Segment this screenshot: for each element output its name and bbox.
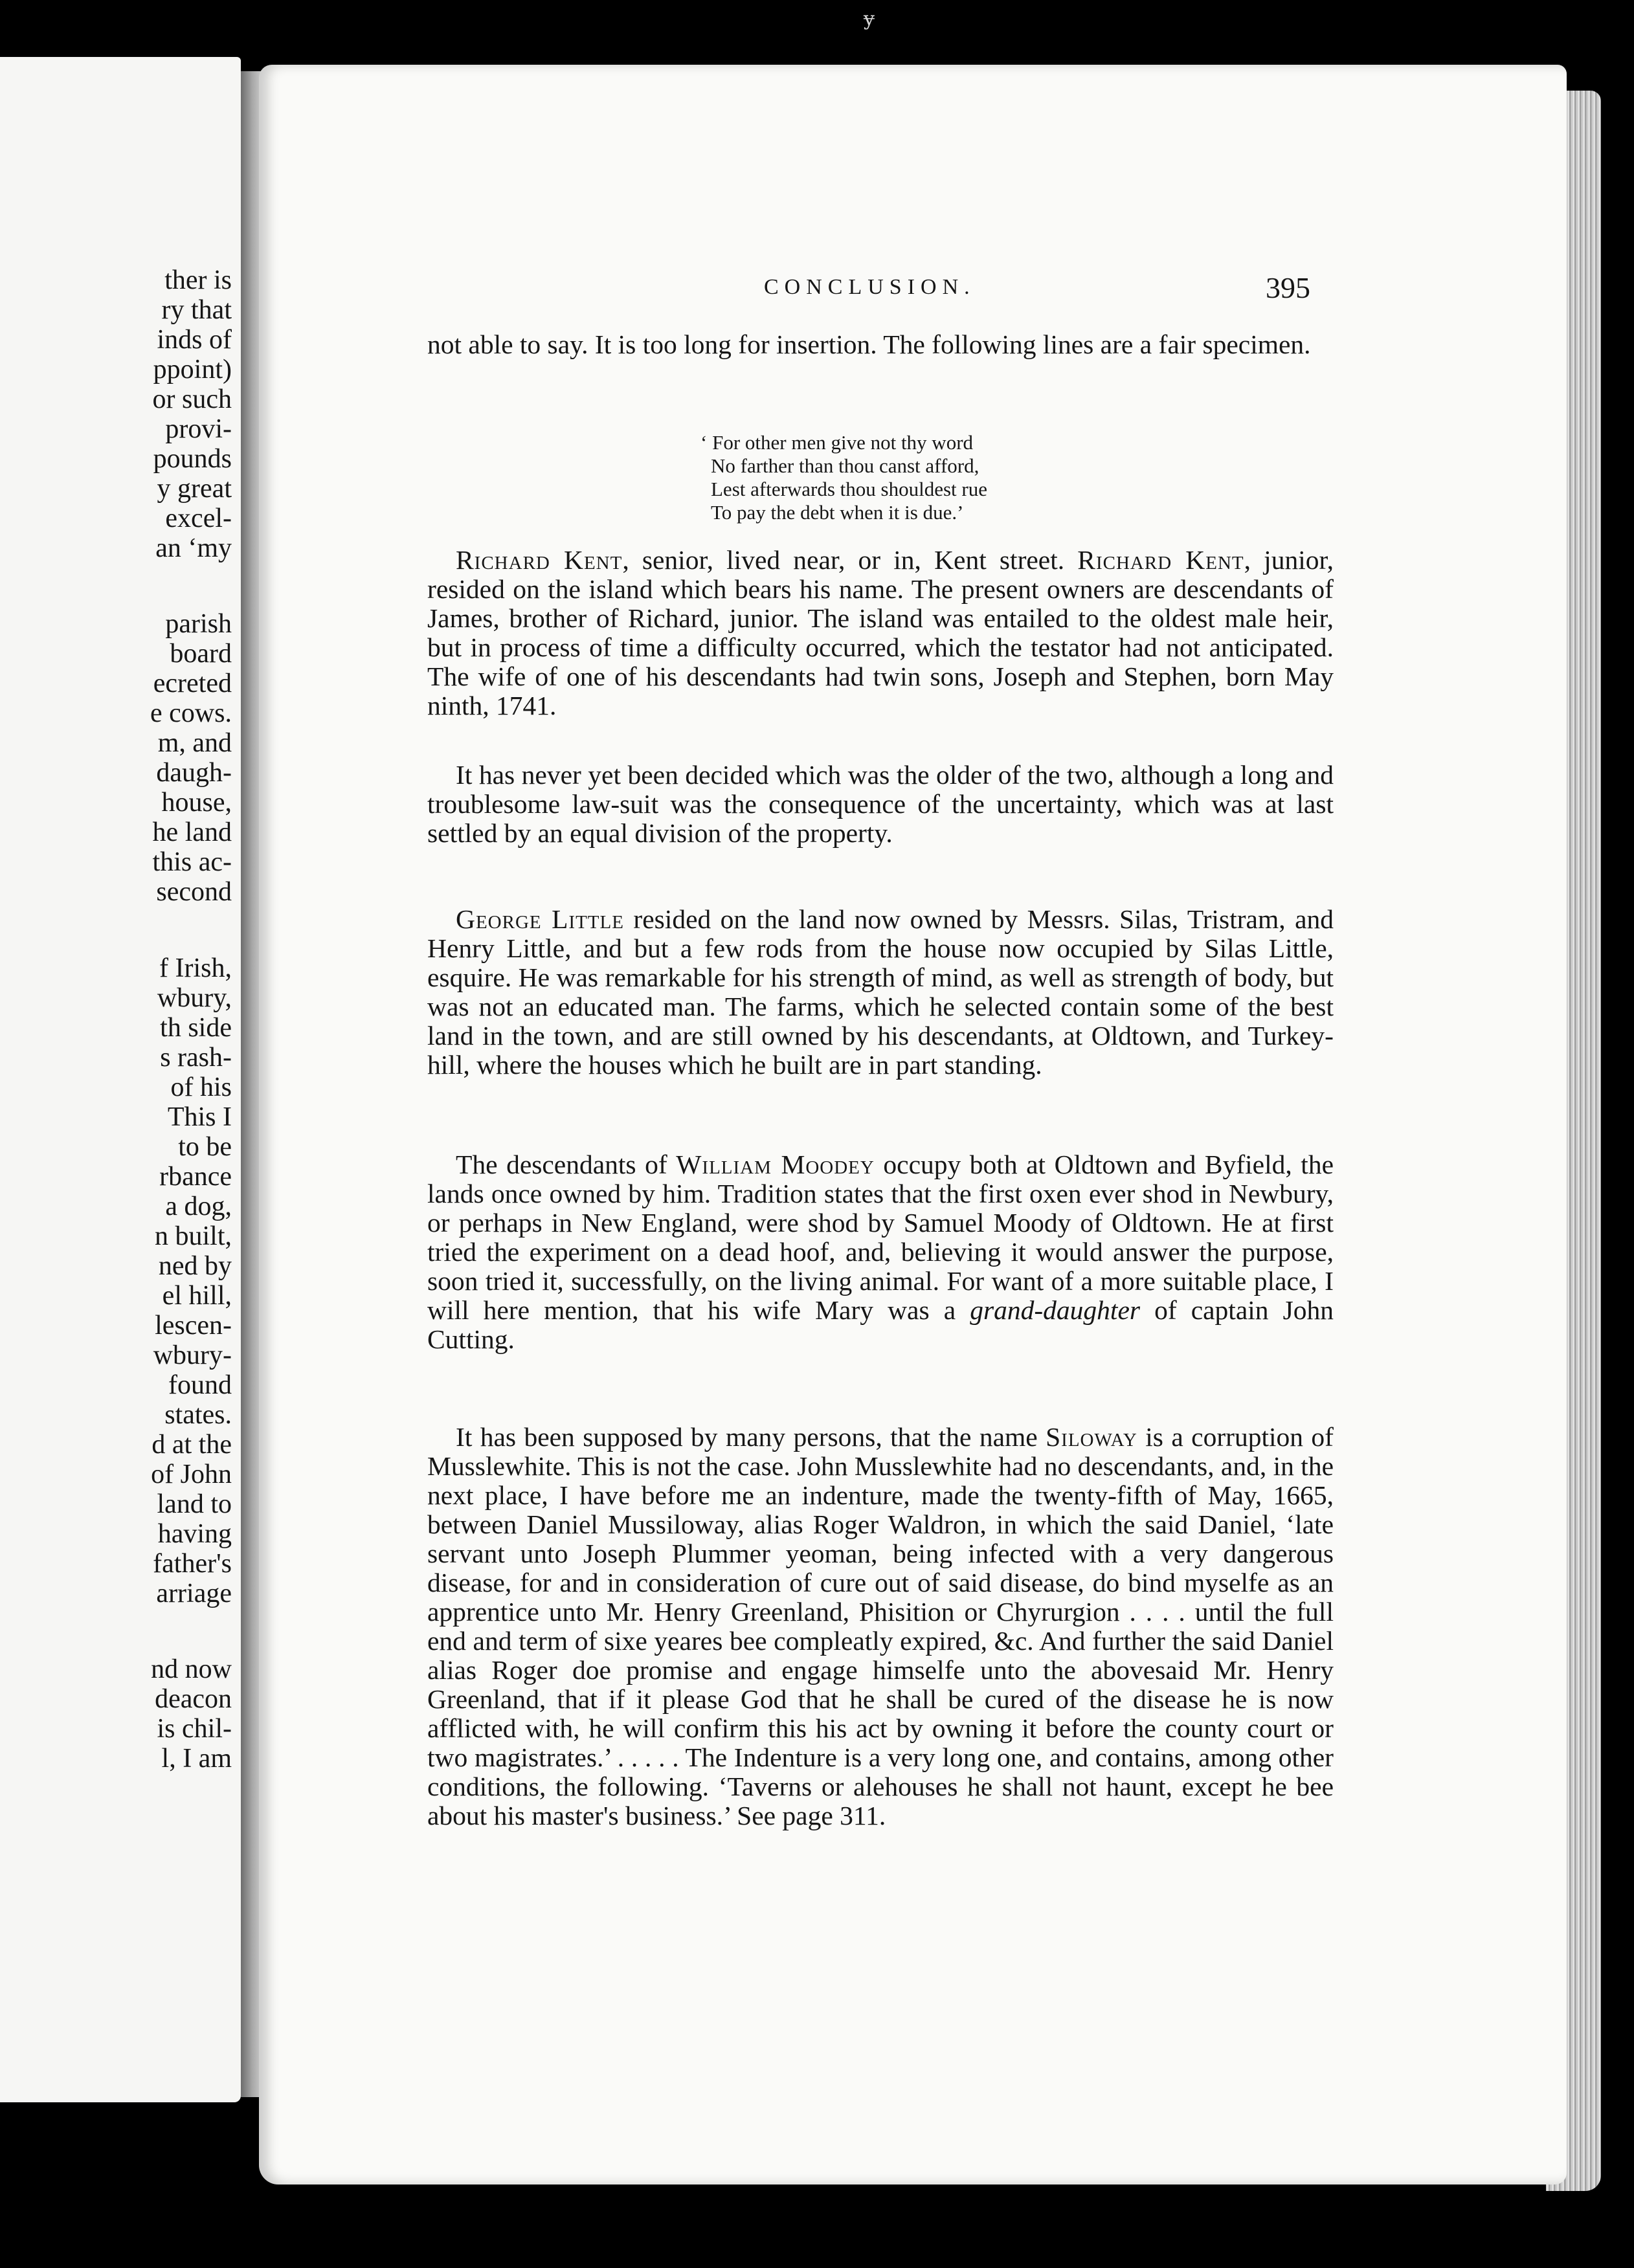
left-page-line: inds of (157, 325, 232, 355)
paragraph-twins (427, 761, 1334, 848)
left-page-line: wbury- (153, 1340, 232, 1370)
left-page-line: ry that (161, 295, 232, 325)
left-page-line: excel- (165, 504, 232, 533)
top-mark: ɏ (864, 8, 875, 30)
left-page-line: board (170, 639, 232, 669)
left-page-line: This I (167, 1102, 232, 1132)
left-page-line: father's (153, 1548, 232, 1579)
left-page-line: of John (151, 1459, 232, 1489)
person-name: Richard Kent (1077, 545, 1244, 575)
left-page-line: house, (161, 788, 232, 818)
left-page-line: wbury, (157, 983, 232, 1013)
person-name: George Little (456, 904, 624, 934)
left-page-line: this ac- (152, 847, 232, 878)
left-page-line: th side (160, 1012, 232, 1043)
left-page-line: n built, (154, 1221, 232, 1251)
left-page-line: ned by (158, 1251, 232, 1281)
paragraph-text: is a corruption of Musslewhite. This is not the case. John Musslewhite had no descendants, and, in the next place, I have before me an indenture, made the twenty-fifth of May, 1665, between Daniel Mussiloway, alias Roger Waldron, in which the said Daniel, ‘late servant unto Joseph Plummer yeoman, being infected with a very dangerous disease, for and in consideration of cure out of said disease, do bind myselfe as an apprentice unto Mr. Henry Greenland, Phisition or Chyrurgion . . . . until the full end and term of sixe yeares bee compleatly expired, &c. And further the said Daniel alias Roger doe promise and engage himselfe unto the abovesaid Mr. Henry Greenland, that if it please God that he shall be cured of the disease he is now afflicted with, he will confirm this his act by owning it before the county court or two magistrates.’ . . . . . The Indenture is a very long one, and contains, among other conditions, the following. ‘Taverns or alehouses he shall not haunt, except he bee about his master's business.’ See page 311. (427, 1422, 1334, 1830)
left-page-line: is chil- (157, 1713, 232, 1744)
verse-line: ‘ For other men give not thy word (700, 431, 974, 454)
left-page-line: el hill, (162, 1280, 232, 1311)
left-page-line: e cows. (150, 698, 232, 729)
left-page-line: y great (157, 474, 232, 504)
verse-line: To pay the debt when it is due.’ (711, 501, 964, 524)
paragraph-text: The descendants of (456, 1150, 677, 1179)
person-name: Siloway (1046, 1422, 1137, 1452)
left-page-line: s rash- (160, 1042, 232, 1073)
paragraph-text: resided on the land now owned by Messrs. Silas, Tristram, and Henry Little, and but a few rods from the house now occupied by Silas Little, esquire. He was remarkable for his strength of mind, as well as strength of body, but was not an educated man. The farms, which he selected contain some of the best land in the town, and are still owned by his descendants, at Oldtown, and Turkey-hill, where the houses which he built are in part standing. (427, 904, 1334, 1080)
verse-line: No farther than thou canst afford, (711, 454, 979, 477)
left-page-line: a dog, (165, 1191, 232, 1221)
left-page-line: of his (170, 1072, 232, 1102)
right-page (259, 65, 1567, 2185)
paragraph-siloway (427, 1423, 1334, 1830)
left-page-line: having (157, 1518, 232, 1549)
paragraph-george-little (427, 905, 1334, 1080)
left-page-line: deacon (155, 1684, 232, 1714)
left-page-line: states. (164, 1399, 232, 1430)
left-page-line: he land (152, 817, 232, 848)
verse-block (700, 431, 987, 524)
left-page-line: l, I am (161, 1743, 232, 1773)
left-page-line: nd now (151, 1654, 232, 1684)
paragraph-text: of captain John Cutting. (427, 1295, 1334, 1354)
left-page-line: ecreted (153, 669, 232, 699)
page-number: 395 (1266, 271, 1310, 304)
left-page-line: f Irish, (159, 953, 232, 983)
paragraph-text: , junior, resided on the island which bears his name. The present owners are descendants of James, brother of Richard, junior. The island was entailed to the oldest male heir, but in process of time a difficulty occurred, which the testator had not anticipated. The wife of one of his descendants had twin sons, Joseph and Stephen, born May ninth, 1741. (427, 545, 1334, 720)
person-name: Richard Kent (456, 545, 623, 575)
left-page-line: second (156, 877, 232, 907)
left-page-line: provi- (165, 414, 232, 444)
left-page-line: land to (157, 1489, 232, 1519)
paragraph-text: It has been supposed by many persons, that the name (456, 1422, 1046, 1452)
left-page (0, 57, 241, 2102)
person-name: William Moodey (676, 1150, 875, 1179)
left-page-line: found (168, 1370, 232, 1400)
left-page-line: arriage (156, 1578, 232, 1608)
left-page-line: ther is (164, 265, 232, 295)
left-page-line: parish (165, 609, 232, 639)
paragraph-william-moodey (427, 1150, 1334, 1354)
left-page-line: m, and (157, 728, 232, 759)
paragraph-richard-kent (427, 546, 1334, 720)
left-page-line: ppoint) (153, 355, 232, 384)
left-page-line: to be (178, 1131, 232, 1162)
left-page-line: pounds (153, 444, 232, 474)
paragraph-text: occupy both at Oldtown and Byfield, the lands once owned by him. Tradition states that the first oxen ever shod in Newbury, or perhaps in New England, were shod by Samuel Moody of Oldtown. He at first tried the experiment on a dead hoof, and, believing it would answer the purpose, soon tried it, successfully, on the living animal. For want of a more suitable place, I will here mention, that his wife Mary was a (427, 1150, 1334, 1325)
running-head: CONCLUSION. (764, 275, 976, 299)
left-page-line: an ‘my (155, 533, 232, 563)
left-page-line: or such (152, 384, 232, 414)
left-page-line: rbance (159, 1161, 232, 1192)
left-page-line: daugh- (156, 758, 232, 788)
verse-line: Lest afterwards thou shouldest rue (711, 478, 987, 500)
left-page-line: lescen- (155, 1310, 232, 1340)
paragraph-text: It has never yet been decided which was the older of the two, although a long and troublesome law-suit was the consequence of the uncertainty, which was at last settled by an equal division of the property. (427, 760, 1334, 848)
paragraph-text: , senior, lived near, or in, Kent street. (622, 545, 1065, 575)
italic-text: grand-daughter (970, 1295, 1141, 1325)
left-page-line: d at the (151, 1429, 232, 1460)
paragraph-intro: not able to say. It is too long for insertion. The following lines are a fair specimen. (427, 329, 1311, 359)
